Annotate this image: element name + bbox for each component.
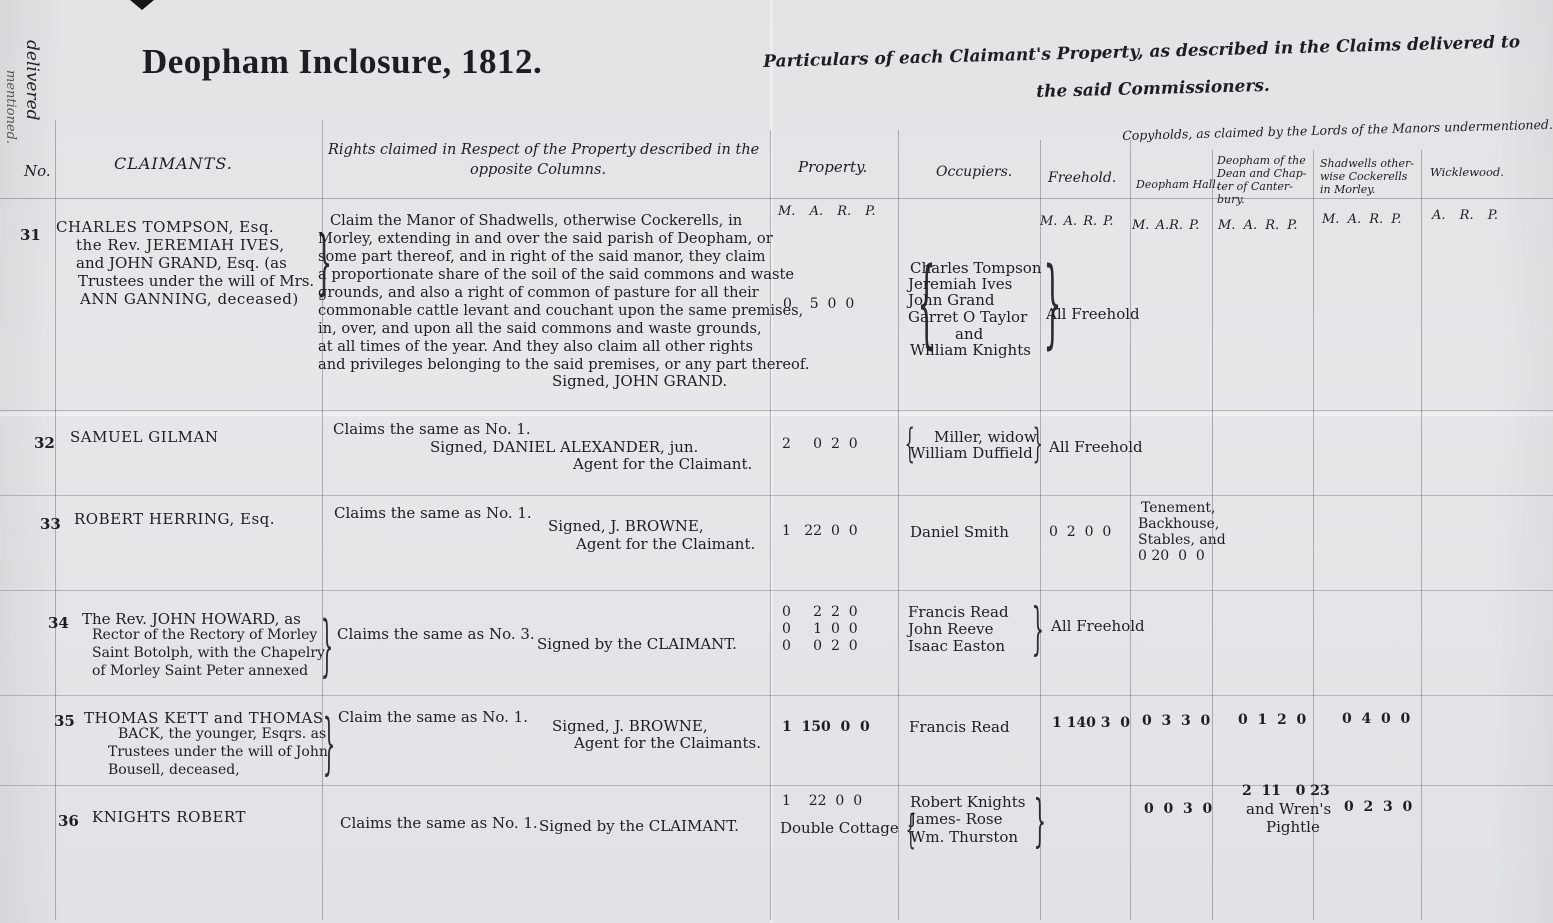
agent-line: Agent for the Claimant.: [573, 455, 753, 473]
units-shadwells: M. A. R. P.: [1322, 212, 1402, 227]
units-property: M. A. R. P.: [778, 204, 876, 219]
brace: {: [904, 421, 915, 467]
claimant-line: Bousell, deceased,: [108, 762, 240, 778]
dean-value: Pightle: [1266, 818, 1320, 836]
occupier: Robert Knights: [910, 793, 1026, 811]
claimant-line: Rector of the Rectory of Morley: [92, 627, 318, 643]
claim-text: [318, 212, 810, 374]
claim-line: Morley, extending in and over the said parish of Deopham, or: [318, 230, 773, 247]
header-claimants: CLAIMANTS.: [114, 154, 233, 173]
header-occupiers: Occupiers.: [936, 164, 1013, 180]
claimant-line: CHARLES TOMPSON, Esq.: [56, 218, 275, 236]
header-freehold: Freehold.: [1048, 170, 1117, 186]
dean-value: 2 11 0 23: [1242, 783, 1330, 799]
corner-mark: [130, 0, 154, 10]
claim-line: some part thereof, and in right of the said manor, they claim: [318, 248, 766, 265]
claim-text: Claim the same as No. 1.: [338, 708, 528, 726]
brace: }: [1032, 421, 1043, 467]
claimant-line: The Rev. JOHN HOWARD, as: [82, 610, 301, 628]
signed-line: Signed, DANIEL ALEXANDER, jun.: [430, 438, 699, 456]
property-note: Double Cottage: [780, 819, 899, 837]
property-value: 0 1 0 0: [782, 621, 858, 637]
claim-line: a proportionate share of the soil of the said commons and waste: [318, 266, 794, 283]
brace: }: [322, 705, 336, 782]
agent-line: Agent for the Claimants.: [574, 734, 761, 752]
header-shadwells-3: in Morley.: [1320, 183, 1376, 196]
signed-line: Signed by the CLAIMANT.: [539, 817, 739, 835]
header-shadwells-2: wise Cockerells: [1320, 170, 1408, 183]
header-rights-line2: opposite Columns.: [470, 162, 607, 178]
units-dean: M. A. R. P.: [1218, 218, 1298, 233]
property-value: 1 22 0 0: [782, 793, 863, 809]
freehold-value: 1 140 3 0: [1052, 715, 1130, 731]
claimant-line: ANN GANNING, deceased): [80, 290, 299, 308]
row-rule: [0, 495, 1553, 496]
property-value: 0 5 0 0: [783, 296, 855, 312]
occupier: Francis Read: [909, 718, 1010, 736]
hall-value: 0 20 0 0: [1138, 548, 1205, 564]
units-freehold: M. A. R. P.: [1040, 214, 1114, 229]
signed-line: Signed, J. BROWNE,: [552, 717, 708, 735]
dean-value: 0 1 2 0: [1238, 712, 1307, 728]
occupier: Isaac Easton: [908, 637, 1005, 655]
freehold-value: All Freehold: [1049, 438, 1143, 456]
brace: {: [905, 807, 916, 853]
claimant-line: ROBERT HERRING, Esq.: [74, 510, 276, 528]
occupier: John Grand: [908, 291, 995, 309]
header-dean-2: Dean and Chap-: [1217, 167, 1307, 180]
claimant-line: and JOHN GRAND, Esq. (as: [76, 254, 287, 272]
column-rule: [898, 130, 899, 920]
row-number: 35: [54, 712, 75, 730]
brace: }: [320, 607, 334, 684]
column-rule: [1130, 140, 1131, 920]
occupier: Francis Read: [908, 603, 1009, 621]
header-rule: [0, 198, 1553, 199]
claim-line: grounds, and also a right of common of pasture for all their: [318, 284, 759, 301]
signed-line: Signed, J. BROWNE,: [548, 517, 704, 535]
margin-note-mentioned: mentioned.: [3, 70, 18, 145]
shadwells-value: 0 4 0 0: [1342, 711, 1411, 727]
freehold-value: All Freehold: [1046, 305, 1140, 323]
freehold-value: All Freehold: [1051, 617, 1145, 635]
signed-line: Signed, JOHN GRAND.: [552, 372, 728, 390]
property-value: 0 0 2 0: [782, 638, 858, 654]
page-subtitle-line2: the said Commissioners.: [1036, 75, 1271, 102]
header-dean-3: ter of Canter-: [1217, 180, 1293, 193]
header-dean-1: Deopham of the: [1217, 154, 1306, 167]
claim-line: commonable cattle levant and couchant upon the same premises,: [318, 302, 804, 319]
hall-value: 0 0 3 0: [1144, 801, 1213, 817]
occupier: John Reeve: [908, 620, 994, 638]
hall-value: Backhouse,: [1138, 516, 1220, 532]
brace: }: [316, 221, 333, 303]
hall-value: Stables, and: [1138, 532, 1226, 548]
column-rule: [770, 130, 771, 920]
brace: }: [1033, 789, 1047, 854]
row-number: 31: [20, 226, 41, 244]
claimant-line: the Rev. JEREMIAH IVES,: [76, 236, 285, 254]
column-rule: [1421, 150, 1422, 920]
agent-line: Agent for the Claimant.: [576, 535, 756, 553]
row-rule: [0, 695, 1553, 696]
occupier: Garret O Taylor: [908, 308, 1028, 326]
claimant-line: BACK, the younger, Esqrs. as: [118, 726, 327, 742]
occupier: Wm. Thurston: [910, 828, 1019, 846]
property-value: 1 22 0 0: [782, 523, 858, 539]
occupier: William Duffield: [910, 444, 1033, 462]
freehold-value: 0 2 0 0: [1049, 524, 1112, 540]
occupier: Charles Tompson: [910, 259, 1042, 277]
occupier: William Knights: [910, 341, 1031, 359]
claim-text: Claims the same as No. 1.: [340, 814, 538, 832]
claim-line: at all times of the year. And they also claim all other rights: [318, 338, 753, 355]
occupier: and: [955, 325, 984, 343]
units-wicklewood: A. R. P.: [1432, 208, 1498, 223]
row-number: 33: [40, 515, 61, 533]
row-number: 34: [48, 614, 69, 632]
row-rule: [0, 410, 1553, 411]
claimant-line: THOMAS KETT and THOMAS: [84, 709, 324, 727]
page-title: Deopham Inclosure, 1812.: [142, 42, 543, 81]
header-no: No.: [24, 162, 51, 180]
signed-line: Signed by the CLAIMANT.: [537, 635, 737, 653]
claimant-line: Trustees under the will of Mrs.: [78, 272, 315, 290]
page-subtitle: Particulars of each Claimant's Property, as described in the Claims delivered to: [763, 32, 1521, 72]
margin-note-delivered: delivered: [22, 40, 42, 121]
row-number: 32: [34, 434, 55, 452]
hall-value: 0 3 3 0: [1142, 713, 1211, 729]
fold-line: [0, 412, 1553, 416]
claimant-line: Trustees under the will of John: [108, 744, 328, 760]
row-number: 36: [58, 812, 79, 830]
claim-text: Claims the same as No. 3.: [337, 625, 535, 643]
hall-value: Tenement,: [1141, 500, 1216, 516]
claim-line: and privileges belonging to the said premises, or any part thereof.: [318, 356, 810, 373]
occupier: Daniel Smith: [910, 523, 1009, 541]
occupier: James- Rose: [910, 810, 1003, 828]
header-deopham-hall: Deopham Hall.: [1136, 178, 1220, 191]
claimant-line: SAMUEL GILMAN: [70, 428, 219, 446]
property-value: 1 150 0 0: [782, 719, 870, 735]
header-property: Property.: [798, 158, 868, 176]
dean-value: and Wren's: [1246, 800, 1332, 818]
claim-text: Claims the same as No. 1.: [333, 420, 531, 438]
claimant-line: of Morley Saint Peter annexed: [92, 663, 309, 679]
header-shadwells-1: Shadwells other-: [1320, 157, 1414, 170]
property-value: 0 2 2 0: [782, 604, 858, 620]
header-wicklewood: Wicklewood.: [1430, 165, 1504, 179]
brace: }: [1043, 247, 1062, 359]
claimant-line: Saint Botolph, with the Chapelry: [92, 645, 325, 661]
header-dean-4: bury.: [1217, 193, 1245, 206]
units-hall: M. A.R. P.: [1132, 218, 1200, 233]
occupier: Jeremiah Ives: [908, 275, 1013, 293]
claim-line: in, over, and upon all the said commons and waste grounds,: [318, 320, 762, 337]
occupier: Miller, widow: [934, 428, 1037, 446]
shadwells-value: 0 2 3 0: [1344, 799, 1413, 815]
header-rights-line1: Rights claimed in Respect of the Property described in the: [328, 142, 760, 158]
brace: {: [917, 247, 936, 359]
claim-line: Claim the Manor of Shadwells, otherwise Cockerells, in: [330, 212, 743, 229]
property-value: 2 0 2 0: [782, 436, 858, 452]
claim-text: Claims the same as No. 1.: [334, 504, 532, 522]
brace: }: [1031, 597, 1045, 662]
header-copyholds: Copyholds, as claimed by the Lords of the Manors undermentioned.: [1122, 116, 1553, 143]
row-rule: [0, 590, 1553, 591]
claimant-line: KNIGHTS ROBERT: [92, 808, 246, 826]
